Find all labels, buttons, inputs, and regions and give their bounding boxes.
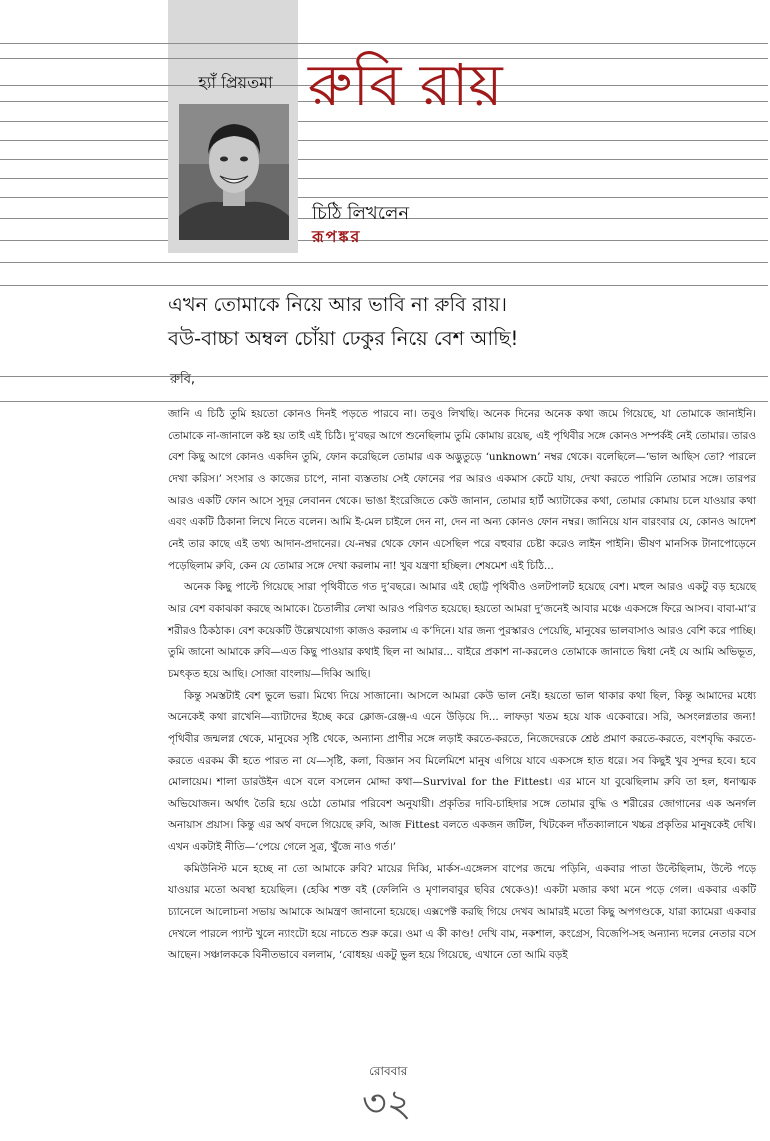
pull-quote-line-2: বউ-বাচ্চা অম্বল চোঁয়া ঢেকুর নিয়ে বেশ আছি! [168, 327, 519, 350]
body-paragraph: জানি এ চিঠি তুমি হয়তো কোনও দিনই পড়তে পারবে না। তবুও লিখছি। অনেক দিনের অনেক কথা জমে গিয়েছে, যা তোমাকে জানাইনি। তোমাকে না-জানালে কষ্ট হয় তাই এই চিঠি। দু’বছর আগে শুনেছিলাম তুমি কোমায় রয়েছ, এই পৃথিবীর সঙ্গে কোনও সম্পর্কই নেই তোমার। তারও বেশ কিছু আগে কোনও একদিন তুমি, ফোন করেছিলে তোমার এক অদ্ভুতুড়ে ‘unknown’ নম্বর থেকে। বলেছিলে—‘ভাল আছিস তো? পারলে দেখা করিস।’ সংসার ও কাজের চাপে, নানা ব্যস্ততায় সেই ফোনের পর আরও একমাস কেটে যায়, দেখা করতে পারিনি তোমার সঙ্গে। তারপর আরও একটি ফোন আসে সুদূর লেবানন থেকে। ভাঙা ইংরেজিতে কেউ জানান, তোমার হার্ট অ্যাটাকের কথা, তোমার কোমায় চলে যাওয়ার কথা এবং একটি ঠিকানা লিখে নিতে বলেন। আমি ই-মেল চাইলে দেন না, দেন না অন্য কোনও ফোন নম্বর। জানিয়ে যান বারংবার যে, কোনও আদেশ নেই তার কাছে এই তথ্য আদান-প্রদানের। যে-নম্বর থেকে ফোন এসেছিল পরে বহুবার চেষ্টা করেও লাইন পাইনি। ভীষণ মানসিক টানাপোড়েনে পড়েছিলাম রুবি, কেন যে তোমার সঙ্গে দেখা করলাম না! খুব যন্ত্রণা হচ্ছিল। শেষমেশ এই চিঠি... [168, 408, 756, 572]
body-paragraph: অনেক কিছু পাল্টে গিয়েছে সারা পৃথিবীতে গত দু’বছরে। আমার এই ছোট্ট পৃথিবীও ওলটপালট হয়েছে বেশ। মহুল আরও একটু বড় হয়েছে আর বেশ বকাঝকা করছে আমাকে। চৈতালীর লেখা আরও পরিণত হয়েছে। হয়তো আমরা দু’জনেই আবার মঞ্চে একসঙ্গে ফিরে আসব। বাবা-মা’র শরীরও ঠিকঠাক। বেশ কয়েকটি উল্লেখযোগ্য কাজও করলাম এ ক’দিনে। যার জন্য পুরস্কারও পেয়েছি, মানুষের ভালবাসাও আরও বেশি করে পাচ্ছি। তুমি জানো আমাকে রুবি—এত কিছু পাওয়ার কথাই ছিল না আমার... বাইরে প্রকাশ না-করলেও তোমাকে জানাতে দ্বিধা নেই যে আমি অভিভূত, চমৎকৃত হয়ে আছি। সোজা বাংলায়—দিব্বি আছি। [168, 581, 756, 680]
rule-line [0, 121, 768, 122]
salutation: রুবি, [170, 372, 196, 387]
pull-quote [168, 288, 728, 356]
author-photo-image [179, 104, 289, 240]
body-paragraph: কমিউনিস্ট মনে হচ্ছে না তো আমাকে রুবি? মায়ের দিব্বি, মার্কস-এঙ্গেলস বাপের জন্মে পড়িনি, একবার পাতা উল্টেছিলাম, উল্টে পড়ে যাওয়ার মতো অবস্থা হয়েছিল। (হেব্বি শক্ত বই (ফেলিনি ও মৃণালবাবুর ছবির থেকেও)! একটা মজার কথা মনে পড়ে গেল। একবার একটি চ্যানেলে আলোচনা সভায় আমাকে আমন্ত্রণ জানানো হয়েছে। এক্সপেক্ট করছি গিয়ে দেখব আমারই মতো কিছু অপগণ্ডকে, যারা ক্যামেরা একবার দেখলে পারলে প্যান্ট খুলে ন্যাংটো হয়ে নাচতে শুরু করে। ওমা এ কী কাণ্ড! দেখি বাম, নকশাল, কংগ্রেস, বিজেপি-সহ অন্যান্য দলের নেতার বসে আছেন। সঞ্চালককে বিনীতভাবে বললাম, ‘বোধহয় একটু ভুল হয়ে গিয়েছে, এখানে তো আমি বড়ই [168, 862, 756, 962]
author-name: রূপঙ্কর [312, 227, 362, 246]
article-title: রুবি রায় [308, 51, 503, 119]
rule-line [168, 58, 298, 59]
author-photo [179, 104, 289, 240]
rule-line [0, 178, 768, 179]
rule-line [0, 376, 768, 377]
body-paragraph: কিন্তু সমস্তটাই বেশ ভুলে ভরা। মিথ্যে দিয়ে সাজানো। আসলে আমরা কেউ ভাল নেই। হয়তো ভাল থাকার কথা ছিল, কিন্তু আমাদের মধ্যে অনেকেই কথা রাখেনি—ব্যাটাদের ইচ্ছে করে ক্লোজ-রেঞ্জ-এ এনে উড়িয়ে দি... লাফড়া খতম হয়ে যাক একেবারে। সরি, অসংলগ্নতার জন্য! পৃথিবীর জন্মলগ্ন থেকে, মানুষের সৃষ্টি থেকে, অন্যান্য প্রাণীর সঙ্গে লড়াই করতে-করতে, নিজেদেরকে শ্রেষ্ঠ প্রমাণ করতে-করতে, বংশবৃদ্ধি করতে-করতে এরকম কী হতে পারত না যে—সৃষ্টি, কলা, বিজ্ঞান সব মিলেমিশে মানুষ এগিয়ে যাবে একসঙ্গে হাত ধরে। সব কিছুই খুব সুন্দর হবে। হবে মোলায়েম। শালা ডারউইন এসে বলে বসলেন মোদ্দা কথা—Survival for the Fittest। এর মানে যা বুঝেছিলাম রুবি তা হল, ধনাত্মক অভিযোজন। অর্থাৎ তৈরি হয়ে ওঠো তোমার পরিবেশ অনুযায়ী। প্রকৃতির দাবি-চাহিদার সঙ্গে তোমার বুদ্ধি ও শরীরের জোগানের এক অনর্গল অনায়াস প্রয়াস। কিন্তু এর অর্থ বদলে গিয়েছে রুবি, আজ Fittest বলতে একজন জটিল, খিটকেল দাঁতক্যালানে খচ্চর প্রকৃতির মানুষকেই দেখি। এখন একটাই নীতি—‘পেয়ে গেলে সুত্র, খুঁজে নাও গর্ত।’ [168, 689, 756, 854]
magazine-name: রোববার [369, 1064, 408, 1078]
page-number: ৩২ [362, 1081, 412, 1125]
rule-line [0, 262, 768, 263]
rule-line [0, 285, 768, 286]
rule-line [0, 401, 768, 402]
rule-line [0, 140, 768, 141]
rule-line [0, 240, 768, 241]
pull-quote-line-1: এখন তোমাকে নিয়ে আর ভাবি না রুবি রায়। [168, 293, 507, 316]
header-kicker: হ্যাঁ প্রিয়তমা [198, 73, 273, 92]
rule-line [0, 43, 768, 44]
rule-line [0, 159, 768, 160]
rule-line [168, 43, 298, 44]
letter-body [168, 404, 756, 967]
byline-label: চিঠি লিখলেন [312, 203, 410, 224]
rule-line [0, 197, 768, 198]
